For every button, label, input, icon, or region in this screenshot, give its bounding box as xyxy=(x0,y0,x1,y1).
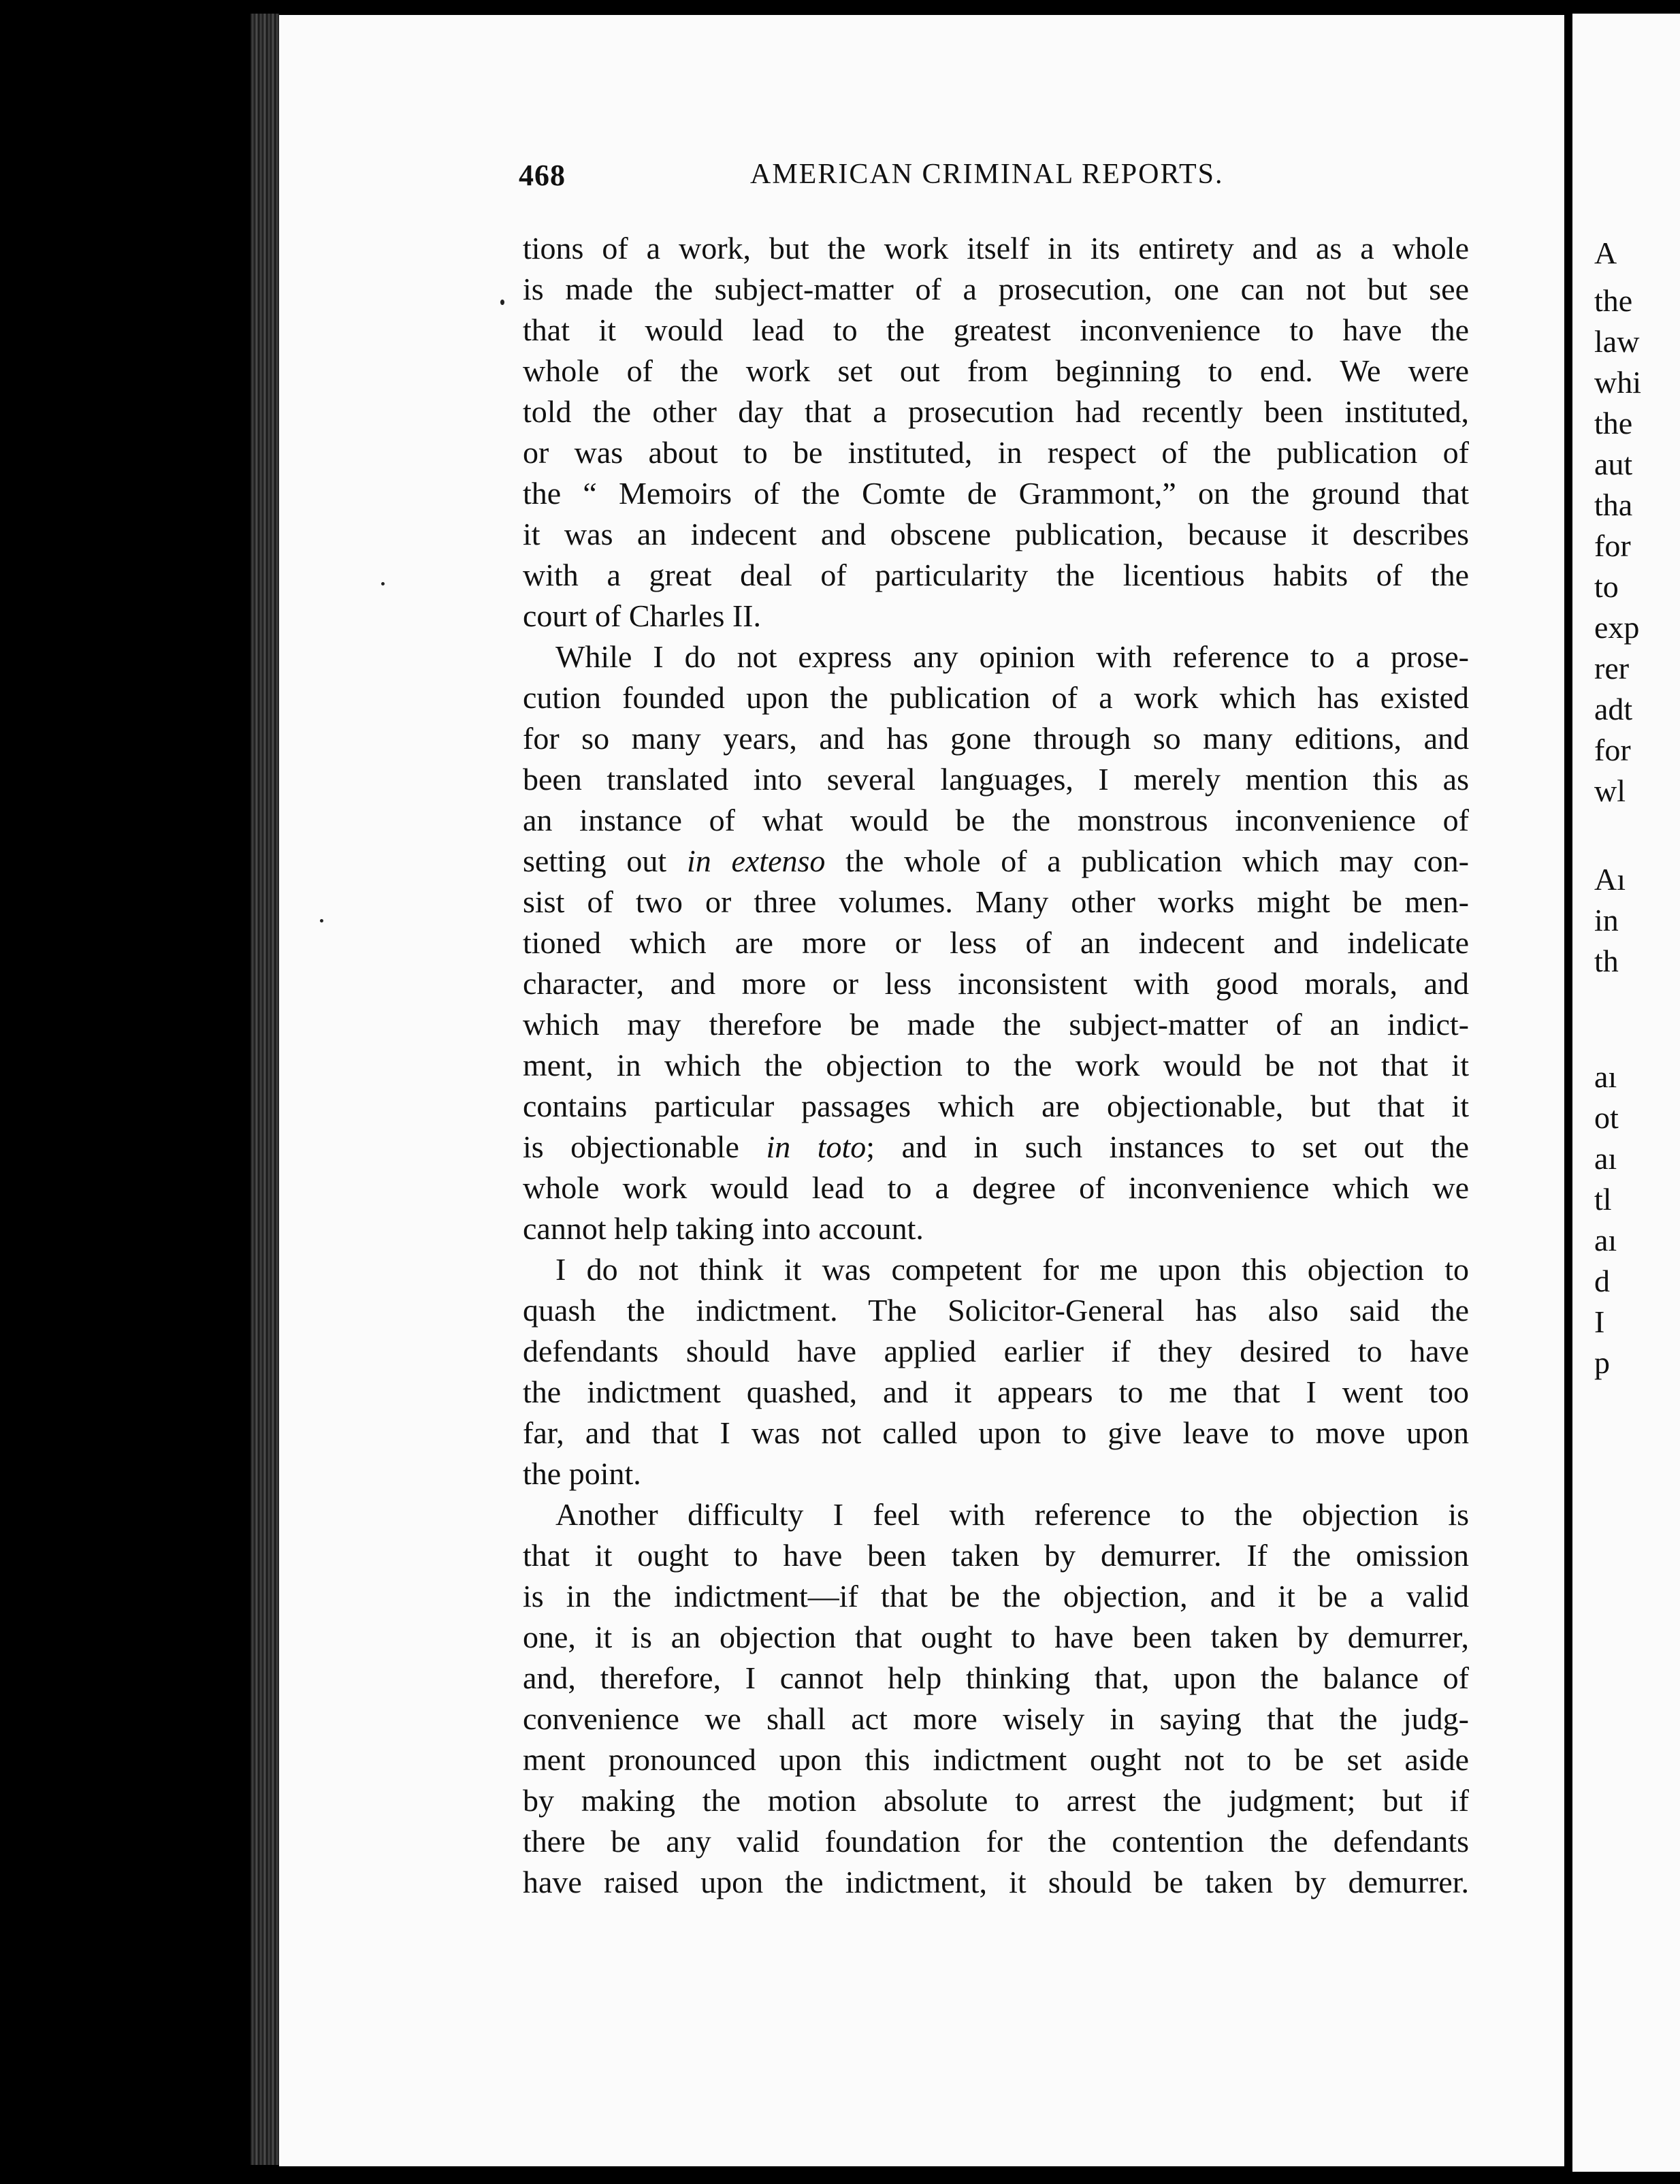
text-line: court of Charles II. xyxy=(523,598,761,633)
text-line: there be any valid foundation for the contention the defendants xyxy=(523,1824,1469,1859)
book-binding xyxy=(251,14,279,2165)
adjacent-page-text: aı xyxy=(1594,1141,1617,1176)
adjacent-page-text: Aı xyxy=(1594,862,1626,897)
adjacent-page-text: aı xyxy=(1594,1059,1617,1094)
text-line: quash the indictment. The Solicitor-General has also said the xyxy=(523,1293,1469,1328)
text-line: the indictment quashed, and it appears to me that I went too xyxy=(523,1375,1469,1409)
adjacent-page-text: exp xyxy=(1594,610,1640,645)
adjacent-page-text: the xyxy=(1594,406,1633,440)
adjacent-page-text: in xyxy=(1594,903,1619,937)
scan-speck xyxy=(320,919,323,922)
text-line: ment pronounced upon this indictment ought not to be set aside xyxy=(523,1742,1469,1777)
text-line: tioned which are more or less of an indecent and indelicate xyxy=(523,925,1469,960)
text-line: is made the subject-matter of a prosecution, one can not but see xyxy=(523,272,1469,306)
text-line: whole work would lead to a degree of inconvenience which we xyxy=(523,1170,1469,1205)
text-line: far, and that I was not called upon to give leave to move upon xyxy=(523,1415,1469,1450)
adjacent-page-text: whi xyxy=(1594,365,1641,400)
text-line: the “ Memoirs of the Comte de Grammont,” on the ground that xyxy=(523,476,1469,511)
scan-border-left xyxy=(0,0,259,2184)
text-line: it was an indecent and obscene publication, because it describes xyxy=(523,517,1469,551)
latin-phrase: in extenso xyxy=(686,844,826,878)
adjacent-page-text: th xyxy=(1594,944,1619,978)
scan-speck xyxy=(381,582,385,585)
text-line: that it ought to have been taken by demurrer. If the omission xyxy=(523,1538,1469,1573)
adjacent-page-text: A xyxy=(1594,236,1617,270)
text-line: defendants should have applied earlier if they desired to have xyxy=(523,1334,1469,1368)
text-line: setting out in extenso the whole of a publication which may con- xyxy=(523,844,1470,878)
adjacent-page-text: to xyxy=(1594,569,1619,604)
text-line: an instance of what would be the monstrous inconvenience of xyxy=(523,803,1469,837)
adjacent-page-text: the xyxy=(1594,283,1633,318)
text-line: one, it is an objection that ought to have been taken by demurrer, xyxy=(523,1620,1469,1654)
adjacent-page-text: rer xyxy=(1594,651,1630,686)
page-header xyxy=(519,158,1240,199)
text-line: tions of a work, but the work itself in its entirety and as a whole xyxy=(523,231,1469,266)
text-line: that it would lead to the greatest inconvenience to have the xyxy=(523,312,1469,347)
text-line: cution founded upon the publication of a work which has existed xyxy=(523,680,1469,715)
text-line: for so many years, and has gone through so many editions, and xyxy=(523,721,1469,756)
adjacent-page-text: ot xyxy=(1594,1100,1619,1135)
adjacent-page-fragment xyxy=(1572,14,1680,2172)
adjacent-page-text: aı xyxy=(1594,1223,1617,1257)
text-line: Another difficulty I feel with reference to the objection is xyxy=(555,1497,1469,1532)
adjacent-page-text: aut xyxy=(1594,447,1633,481)
text-line: is objectionable in toto; and in such instances to set out the xyxy=(523,1129,1469,1164)
page-number: 468 xyxy=(519,159,566,192)
text-line: cannot help taking into account. xyxy=(523,1211,924,1246)
text-line: I do not think it was competent for me upon this objection to xyxy=(555,1252,1469,1287)
adjacent-page-text: tha xyxy=(1594,487,1633,522)
adjacent-page-text: p xyxy=(1594,1345,1610,1380)
text-line: the point. xyxy=(523,1456,641,1491)
text-line: character, and more or less inconsistent with good morals, and xyxy=(523,966,1469,1001)
adjacent-page-text: law xyxy=(1594,324,1640,359)
running-head: AMERICAN CRIMINAL REPORTS. xyxy=(750,159,1224,190)
scan-speck xyxy=(500,300,504,305)
text-line: is in the indictment—if that be the objection, and it be a valid xyxy=(523,1579,1469,1613)
adjacent-page-text: for xyxy=(1594,528,1631,563)
body-text xyxy=(523,228,1469,1903)
text-line: been translated into several languages, I merely mention this as xyxy=(523,762,1469,797)
text-line: sist of two or three volumes. Many other works might be men- xyxy=(523,884,1469,919)
text-line: by making the motion absolute to arrest the judgment; but if xyxy=(523,1783,1469,1818)
adjacent-page-text: for xyxy=(1594,733,1631,767)
text-line: convenience we shall act more wisely in saying that the judg- xyxy=(523,1701,1469,1736)
text-line: or was about to be instituted, in respect of the publication of xyxy=(523,435,1469,470)
adjacent-page-text: I xyxy=(1594,1304,1605,1339)
text-line: told the other day that a prosecution had recently been instituted, xyxy=(523,394,1469,429)
text-line: with a great deal of particularity the licentious habits of the xyxy=(523,558,1469,592)
text-line: While I do not express any opinion with reference to a prose- xyxy=(555,639,1469,674)
adjacent-page-text: d xyxy=(1594,1264,1610,1298)
adjacent-page-text: adt xyxy=(1594,692,1633,726)
adjacent-page-text: wl xyxy=(1594,773,1626,808)
latin-phrase: in toto xyxy=(766,1129,867,1164)
adjacent-page-text: tl xyxy=(1594,1182,1612,1217)
text-line: ment, in which the objection to the work would be not that it xyxy=(523,1048,1469,1082)
text-line: contains particular passages which are objectionable, but that it xyxy=(523,1089,1469,1123)
text-line: whole of the work set out from beginning to end. We were xyxy=(523,353,1469,388)
text-line: have raised upon the indictment, it should be taken by demurrer. xyxy=(523,1865,1469,1899)
text-line: and, therefore, I cannot help thinking that, upon the balance of xyxy=(523,1660,1469,1695)
text-line: which may therefore be made the subject-matter of an indict- xyxy=(523,1007,1469,1042)
